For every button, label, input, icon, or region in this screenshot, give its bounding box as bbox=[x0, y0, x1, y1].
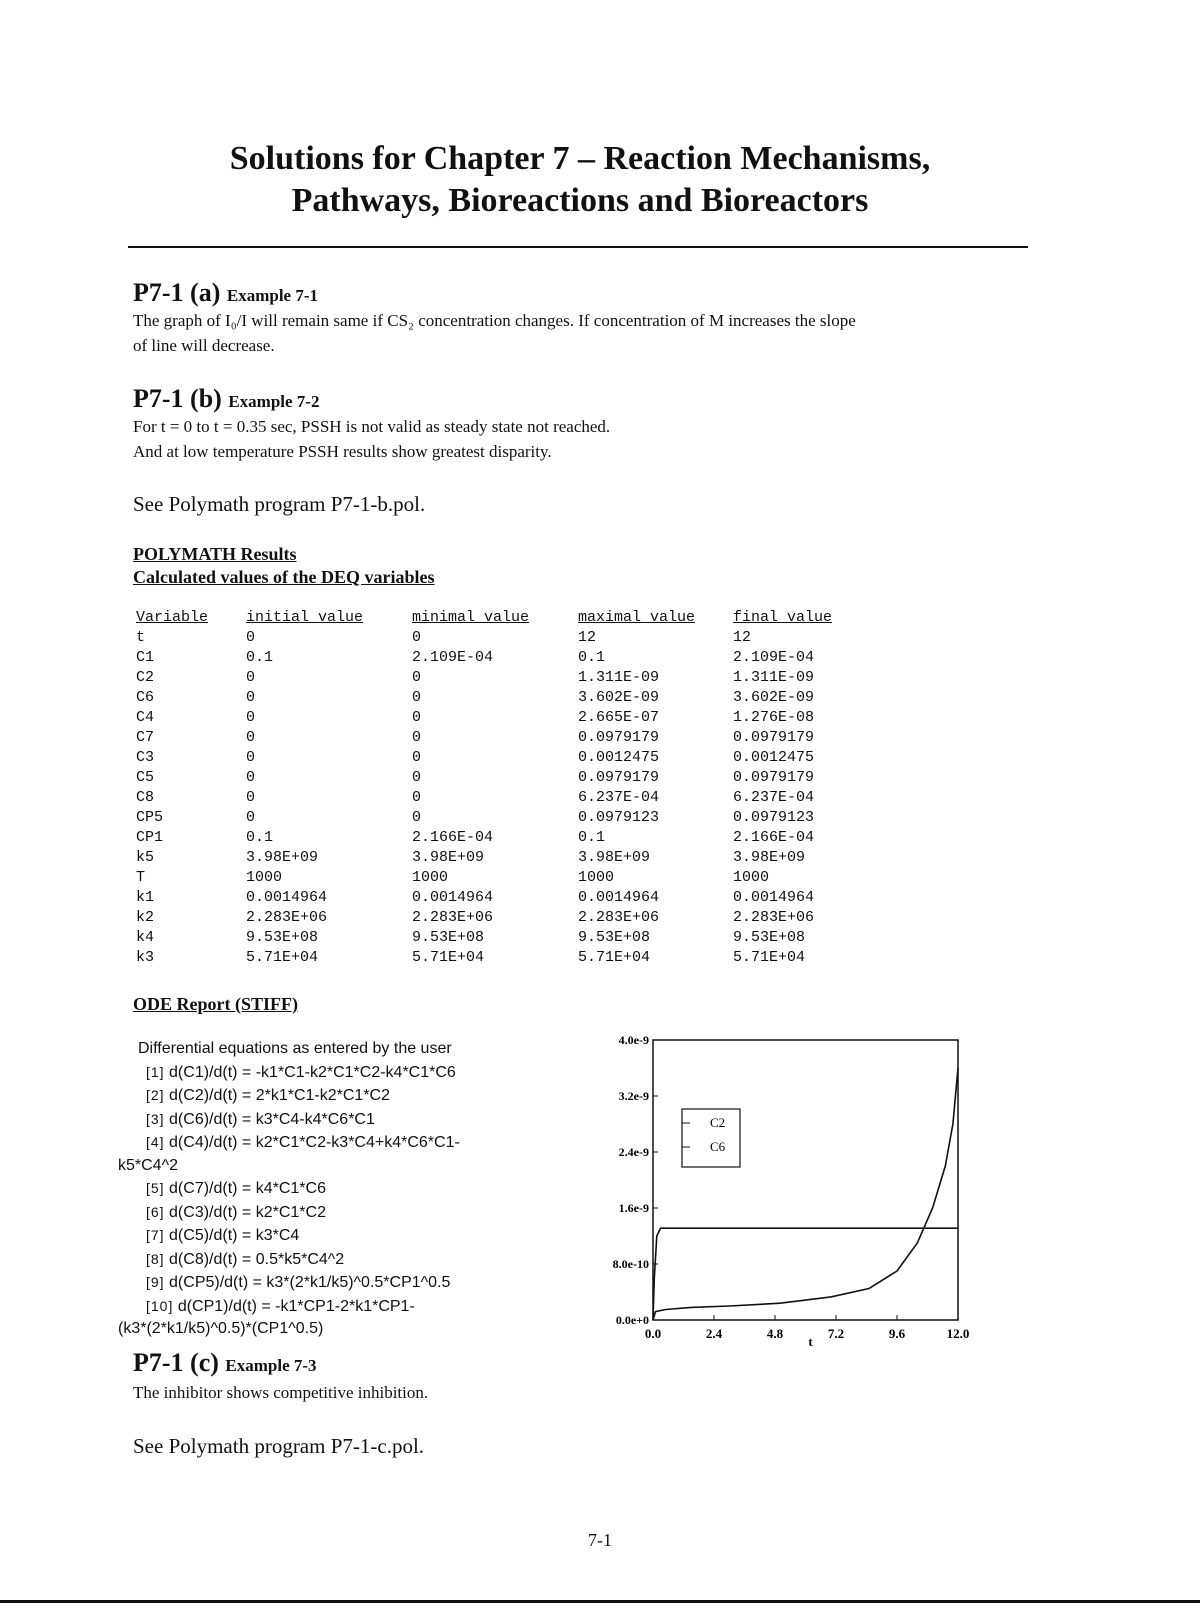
y-tick-label: 3.2e-9 bbox=[618, 1089, 649, 1103]
table-cell: 9.53E+08 bbox=[412, 929, 485, 946]
table-cell: C4 bbox=[136, 709, 155, 726]
table-cell: 0 bbox=[246, 769, 256, 786]
table-cell: 2.109E-04 bbox=[412, 649, 494, 666]
table-cell: C2 bbox=[136, 669, 155, 686]
table-cell: 0.0979179 bbox=[578, 729, 660, 746]
table-cell: C8 bbox=[136, 789, 155, 806]
table-row bbox=[136, 828, 863, 848]
ode-report-heading: ODE Report (STIFF) bbox=[133, 994, 298, 1014]
ode-equation-text: d(CP5)/d(t) = k3*(2*k1/k5)^0.5*CP1^0.5 bbox=[169, 1274, 451, 1291]
table-cell: 0 bbox=[246, 789, 256, 806]
table-row bbox=[136, 928, 863, 948]
table-row bbox=[136, 868, 863, 888]
section-c-see-program: See Polymath program P7-1-c.pol. bbox=[133, 1434, 425, 1458]
table-cell: 1.311E-09 bbox=[578, 669, 660, 686]
section-c-text bbox=[133, 1380, 1013, 1405]
section-c-label: P7-1 (c) bbox=[133, 1348, 219, 1377]
ode-equation-number: [8] bbox=[146, 1250, 165, 1267]
table-cell: 0 bbox=[412, 789, 422, 806]
table-cell: 0.0012475 bbox=[733, 749, 815, 766]
legend-label: C2 bbox=[710, 1115, 726, 1130]
table-cell: 0.0979179 bbox=[578, 769, 660, 786]
table-cell: 1000 bbox=[733, 869, 770, 886]
table-row bbox=[136, 948, 863, 968]
table-cell: 2.665E-07 bbox=[578, 709, 660, 726]
ode-equation bbox=[118, 1224, 548, 1248]
ode-equation-text: d(CP1)/d(t) = -k1*CP1-2*k1*CP1- bbox=[177, 1297, 415, 1315]
table-row bbox=[136, 768, 863, 788]
ode-equation-number: [3] bbox=[146, 1110, 165, 1127]
table-row bbox=[136, 648, 863, 668]
section-b-text bbox=[133, 414, 1013, 464]
table-cell: 3.98E+09 bbox=[246, 849, 319, 866]
section-c-heading bbox=[133, 1348, 317, 1378]
x-tick-label: 2.4 bbox=[705, 1326, 723, 1341]
y-tick-label: 1.6e-9 bbox=[618, 1201, 649, 1215]
ode-equation-text: d(C3)/d(t) = k2*C1*C2 bbox=[169, 1203, 326, 1221]
ode-equation bbox=[118, 1295, 548, 1319]
column-header: minimal value bbox=[412, 609, 530, 626]
ode-equation-number: [1] bbox=[146, 1063, 165, 1080]
table-cell: 0 bbox=[246, 709, 256, 726]
table-cell: 5.71E+04 bbox=[578, 949, 651, 966]
table-cell: 0.1 bbox=[246, 649, 274, 666]
table-cell: 0.0979179 bbox=[733, 769, 815, 786]
table-cell: k5 bbox=[136, 849, 155, 866]
ode-equations bbox=[118, 1061, 548, 1341]
y-tick-label: 8.0e-10 bbox=[612, 1257, 649, 1271]
table-body bbox=[136, 628, 863, 968]
section-a-example: Example 7-1 bbox=[226, 286, 318, 305]
table-cell: 0.0979123 bbox=[733, 809, 815, 826]
ode-equation bbox=[118, 1177, 548, 1201]
ode-equation-number: [7] bbox=[146, 1227, 165, 1243]
table-cell: 0 bbox=[246, 729, 256, 746]
table-cell: 3.98E+09 bbox=[578, 849, 651, 866]
table-cell: CP1 bbox=[136, 829, 164, 846]
table-cell: 0 bbox=[412, 769, 422, 786]
table-row bbox=[136, 628, 863, 648]
polymath-results-heading: POLYMATH Results bbox=[133, 544, 297, 564]
table-cell: C7 bbox=[136, 729, 155, 746]
ode-equation bbox=[118, 1131, 548, 1155]
table-cell: 0 bbox=[412, 749, 422, 766]
ode-equation-number: [2] bbox=[146, 1087, 165, 1103]
table-cell: k3 bbox=[136, 949, 155, 966]
section-a-line-1: The graph of I₀/I will remain same if CS₂ concentration changes. If concentration of M increases the slope bbox=[133, 311, 856, 330]
table-cell: 2.283E+06 bbox=[412, 909, 494, 926]
ode-equation-number: [5] bbox=[146, 1180, 165, 1196]
table-cell: 0 bbox=[246, 669, 256, 686]
table-cell: 0.0012475 bbox=[578, 749, 660, 766]
table-cell: 0.1 bbox=[246, 829, 274, 846]
table-cell: 0 bbox=[412, 669, 422, 686]
ode-equation-text: d(C5)/d(t) = k3*C4 bbox=[169, 1227, 300, 1244]
table-cell: 0.0979123 bbox=[578, 809, 660, 826]
x-axis-label: t bbox=[808, 1334, 813, 1349]
section-b-see-program: See Polymath program P7-1-b.pol. bbox=[133, 492, 426, 516]
ode-equation-text: d(C6)/d(t) = k3*C4-k4*C6*C1 bbox=[169, 1110, 375, 1128]
section-c-example: Example 7-3 bbox=[225, 1356, 317, 1375]
ode-equation-text: d(C7)/d(t) = k4*C1*C6 bbox=[169, 1180, 326, 1197]
table-cell: 1000 bbox=[578, 869, 615, 886]
table-cell: C5 bbox=[136, 769, 155, 786]
table-row bbox=[136, 668, 863, 688]
table-cell: 0 bbox=[246, 749, 256, 766]
bottom-border bbox=[0, 1600, 1200, 1603]
plot-frame bbox=[653, 1040, 958, 1320]
table-row bbox=[136, 708, 863, 728]
table-header-row bbox=[136, 608, 863, 628]
table-cell: 0 bbox=[412, 809, 422, 826]
table-cell: 3.602E-09 bbox=[733, 689, 815, 706]
x-tick-label: 12.0 bbox=[946, 1326, 970, 1341]
table-cell: 1000 bbox=[412, 869, 449, 886]
title-line-2: Pathways, Bioreactions and Bioreactors bbox=[291, 182, 869, 219]
table-cell: 1000 bbox=[246, 869, 283, 886]
page-number: 7-1 bbox=[588, 1530, 612, 1550]
table-cell: 2.166E-04 bbox=[733, 829, 815, 846]
ode-equation-number: [4] bbox=[146, 1134, 165, 1150]
table-row bbox=[136, 788, 863, 808]
table-cell: 5.71E+04 bbox=[246, 949, 319, 966]
section-b-example: Example 7-2 bbox=[228, 392, 320, 411]
table-cell: 9.53E+08 bbox=[733, 929, 806, 946]
page-title bbox=[130, 138, 1030, 222]
table-row bbox=[136, 888, 863, 908]
section-c-line-1: The inhibitor shows competitive inhibition. bbox=[133, 1383, 429, 1402]
table-cell: 2.109E-04 bbox=[733, 649, 815, 666]
table-cell: k2 bbox=[136, 909, 155, 926]
table-cell: 3.98E+09 bbox=[733, 849, 806, 866]
ode-equation bbox=[118, 1271, 548, 1295]
section-a-heading bbox=[133, 278, 318, 308]
ode-equation-number: [6] bbox=[146, 1203, 165, 1220]
series-line-c2 bbox=[653, 1228, 958, 1320]
table-cell: 0 bbox=[246, 629, 256, 646]
c2-c6-line-chart bbox=[590, 1025, 990, 1360]
y-tick-label: 0.0e+0 bbox=[615, 1313, 649, 1327]
x-tick-label: 7.2 bbox=[827, 1326, 845, 1341]
table-cell: 0 bbox=[412, 689, 422, 706]
table-cell: T bbox=[136, 869, 146, 886]
section-b-line-2: And at low temperature PSSH results show greatest disparity. bbox=[133, 442, 552, 461]
ode-equation bbox=[118, 1201, 548, 1225]
deq-variables-table bbox=[136, 608, 863, 968]
table-row bbox=[136, 748, 863, 768]
ode-intro: Differential equations as entered by the user bbox=[138, 1040, 452, 1057]
table-row bbox=[136, 908, 863, 928]
table-row bbox=[136, 728, 863, 748]
table-cell: k1 bbox=[136, 889, 155, 906]
section-b-heading bbox=[133, 384, 319, 414]
ode-equation bbox=[118, 1248, 548, 1272]
table-cell: CP5 bbox=[136, 809, 164, 826]
x-tick-label: 0.0 bbox=[644, 1326, 662, 1341]
ode-equation-text: d(C8)/d(t) = 0.5*k5*C4^2 bbox=[169, 1250, 345, 1268]
ode-equation bbox=[118, 1108, 548, 1132]
ode-equation-list bbox=[118, 1038, 548, 1341]
table-cell: 1.276E-08 bbox=[733, 709, 815, 726]
column-header: final value bbox=[733, 609, 833, 626]
table-cell: 0.0014964 bbox=[733, 889, 815, 906]
table-row bbox=[136, 808, 863, 828]
section-a-line-2: of line will decrease. bbox=[133, 336, 275, 355]
table-cell: 9.53E+08 bbox=[578, 929, 651, 946]
section-a-label: P7-1 (a) bbox=[133, 278, 221, 307]
ode-equation bbox=[118, 1061, 548, 1085]
x-tick-label: 4.8 bbox=[766, 1326, 784, 1341]
table-cell: 6.237E-04 bbox=[578, 789, 660, 806]
table-cell: 12 bbox=[733, 629, 752, 646]
table-cell: 2.283E+06 bbox=[733, 909, 815, 926]
ode-equation-continuation: k5*C4^2 bbox=[118, 1156, 178, 1174]
table-cell: 0 bbox=[412, 729, 422, 746]
ode-equation-text: d(C4)/d(t) = k2*C1*C2-k3*C4+k4*C6*C1- bbox=[169, 1134, 460, 1151]
column-header: Variable bbox=[136, 609, 209, 626]
ode-equation-number: [10] bbox=[146, 1297, 174, 1314]
ode-equation-number: [9] bbox=[146, 1274, 165, 1290]
table-cell: 0 bbox=[246, 809, 256, 826]
table-cell: 6.237E-04 bbox=[733, 789, 815, 806]
ode-equation-continuation: (k3*(2*k1/k5)^0.5)*(CP1^0.5) bbox=[118, 1320, 324, 1337]
table-cell: 3.98E+09 bbox=[412, 849, 485, 866]
legend-label: C6 bbox=[710, 1139, 726, 1154]
table-cell: 0.0014964 bbox=[412, 889, 494, 906]
table-cell: C3 bbox=[136, 749, 155, 766]
table-cell: 0.1 bbox=[578, 649, 606, 666]
deq-table-heading: Calculated values of the DEQ variables bbox=[133, 567, 435, 587]
ode-equation bbox=[118, 1084, 548, 1108]
table-cell: 0.0014964 bbox=[246, 889, 328, 906]
section-b-label: P7-1 (b) bbox=[133, 384, 222, 413]
table-row bbox=[136, 688, 863, 708]
table-cell: 12 bbox=[578, 629, 597, 646]
table-cell: 5.71E+04 bbox=[412, 949, 485, 966]
table-cell: 0 bbox=[246, 689, 256, 706]
table-row bbox=[136, 848, 863, 868]
table-cell: 9.53E+08 bbox=[246, 929, 319, 946]
table-cell: t bbox=[136, 629, 146, 646]
table-cell: 0.0979179 bbox=[733, 729, 815, 746]
table-cell: 0.1 bbox=[578, 829, 606, 846]
table-cell: 2.283E+06 bbox=[246, 909, 328, 926]
table-cell: C1 bbox=[136, 649, 155, 666]
table-cell: 1.311E-09 bbox=[733, 669, 815, 686]
title-line-1: Solutions for Chapter 7 – Reaction Mechanisms, bbox=[229, 140, 931, 177]
ode-equation-text: d(C2)/d(t) = 2*k1*C1-k2*C1*C2 bbox=[169, 1087, 391, 1104]
y-tick-label: 2.4e-9 bbox=[618, 1145, 649, 1159]
table-cell: 2.283E+06 bbox=[578, 909, 660, 926]
table-cell: k4 bbox=[136, 929, 155, 946]
x-tick-label: 9.6 bbox=[888, 1326, 906, 1341]
title-divider bbox=[128, 246, 1028, 248]
table-cell: 0 bbox=[412, 709, 422, 726]
section-b-line-1: For t = 0 to t = 0.35 sec, PSSH is not valid as steady state not reached. bbox=[133, 417, 611, 436]
y-tick-label: 4.0e-9 bbox=[618, 1033, 649, 1047]
table-cell: 0 bbox=[412, 629, 422, 646]
ode-equation-text: d(C1)/d(t) = -k1*C1-k2*C1*C2-k4*C1*C6 bbox=[169, 1063, 456, 1081]
table-cell: 2.166E-04 bbox=[412, 829, 494, 846]
table-cell: 3.602E-09 bbox=[578, 689, 660, 706]
table-cell: C6 bbox=[136, 689, 155, 706]
series-line-c6 bbox=[653, 1068, 958, 1320]
column-header: initial value bbox=[246, 609, 364, 626]
table-cell: 5.71E+04 bbox=[733, 949, 806, 966]
section-a-text bbox=[133, 308, 1013, 358]
table-cell: 0.0014964 bbox=[578, 889, 660, 906]
column-header: maximal value bbox=[578, 609, 696, 626]
